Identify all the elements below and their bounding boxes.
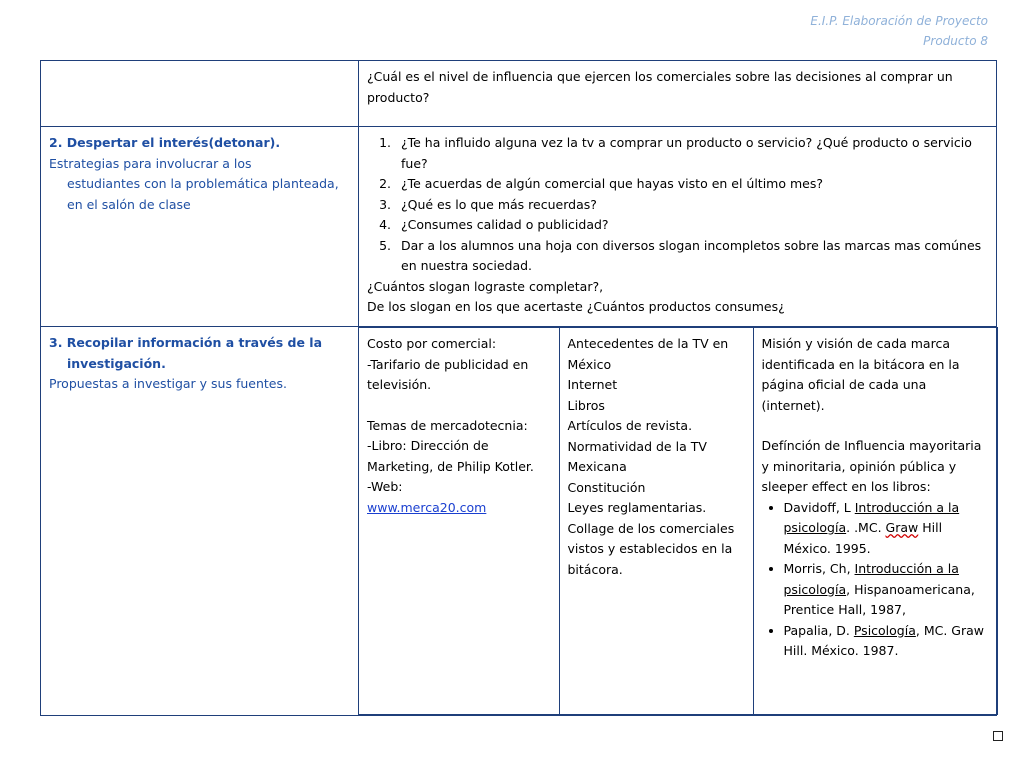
recopilar-left-cell <box>41 327 359 716</box>
tv-history: Antecedentes de la TV en México <box>567 336 729 372</box>
source-internet: Internet <box>567 377 618 392</box>
merca20-link[interactable]: www.merca20.com <box>367 499 487 515</box>
sources-cell <box>359 327 997 716</box>
project-table <box>40 60 997 716</box>
cost-heading: Costo por comercial: <box>367 336 497 351</box>
cost-tarifario: -Tarifario de publicidad en televisión. <box>367 356 529 392</box>
table-row-question <box>41 61 997 127</box>
list-item: • Papalia, D. Psicología, MC. Graw Hill. México. 1987. <box>784 621 989 662</box>
source-laws: Leyes reglamentarias. <box>567 500 707 515</box>
list-item: 3. ¿Qué es lo que más recuerdas? <box>395 195 988 216</box>
mission-vision: Misión y visión de cada marca identificada en la bitácora en la página oficial de cada una (internet). <box>761 336 960 413</box>
header-project-title: E.I.P. Elaboración de Proyecto <box>810 14 988 28</box>
document-header <box>810 11 988 51</box>
detonar-left-cell <box>41 127 359 327</box>
list-item: 2. ¿Te acuerdas de algún comercial que hayas visto en el último mes? <box>395 174 988 195</box>
source-constitution: Constitución <box>567 479 646 495</box>
marketing-book: -Libro: Dirección de Marketing, de Philip Kotler. <box>367 438 534 474</box>
detonar-title: 2. Despertar el interés(detonar). <box>49 135 281 150</box>
source-books: Libros <box>567 397 605 413</box>
list-item: • Davidoff, L Introducción a la psicología. .MC. Graw Hill México. 1995. <box>784 498 989 560</box>
slogan-question-2: De los slogan en los que acertaste ¿Cuántos productos consumes¿ <box>367 299 785 314</box>
recopilar-title-cont: investigación. <box>67 355 166 371</box>
recopilar-description: Propuestas a investigar y sus fuentes. <box>49 376 287 391</box>
web-label: -Web: <box>367 479 403 494</box>
list-item: 4. ¿Consumes calidad o publicidad? <box>395 215 988 236</box>
table-row-detonar <box>41 127 997 327</box>
paragraph-marker <box>993 731 1003 741</box>
sources-col-cost <box>359 328 559 715</box>
detonar-description-first: Estrategias para involucrar a los <box>49 155 252 171</box>
slogan-question-1: ¿Cuántos slogan lograste completar?, <box>367 278 604 294</box>
bibliography-list <box>762 498 989 662</box>
list-item: 1. ¿Te ha influido alguna vez la tv a comprar un producto o servicio? ¿Qué producto o servicio fue? <box>395 133 988 174</box>
source-collage: Collage de los comerciales vistos y establecidos en la bitácora. <box>567 520 735 577</box>
list-item: 5. Dar a los alumnos una hoja con diversos slogan incompletos sobre las marcas mas comúnes en nuestra sociedad. <box>395 236 988 277</box>
sources-subtable <box>359 327 998 715</box>
marketing-heading: Temas de mercadotecnia: <box>367 417 528 433</box>
question-cell <box>359 61 997 127</box>
empty-left-cell <box>41 61 359 127</box>
sources-col-tv <box>559 328 753 715</box>
header-product-label: Producto 8 <box>923 34 988 48</box>
detonar-right-cell <box>359 127 997 327</box>
recopilar-title: 3. Recopilar información a través de la <box>49 335 323 350</box>
tv-regulation: Normatividad de la TV Mexicana <box>567 438 707 474</box>
sources-col-brands <box>753 328 997 715</box>
table-row-recopilar <box>41 327 997 716</box>
source-articles: Artículos de revista. <box>567 418 693 433</box>
research-question: ¿Cuál es el nivel de influencia que ejercen los comerciales sobre las decisiones al comprar un producto? <box>367 69 953 105</box>
detonar-description-rest: estudiantes con la problemática planteada, en el salón de clase <box>67 176 339 212</box>
question-list <box>367 133 988 277</box>
list-item: • Morris, Ch, Introducción a la psicología, Hispanoamericana, Prentice Hall, 1987, <box>784 559 989 621</box>
influence-definition: Defínción de Influencia mayoritaria y minoritaria, opinión pública y sleeper effect en los libros: <box>761 438 982 494</box>
